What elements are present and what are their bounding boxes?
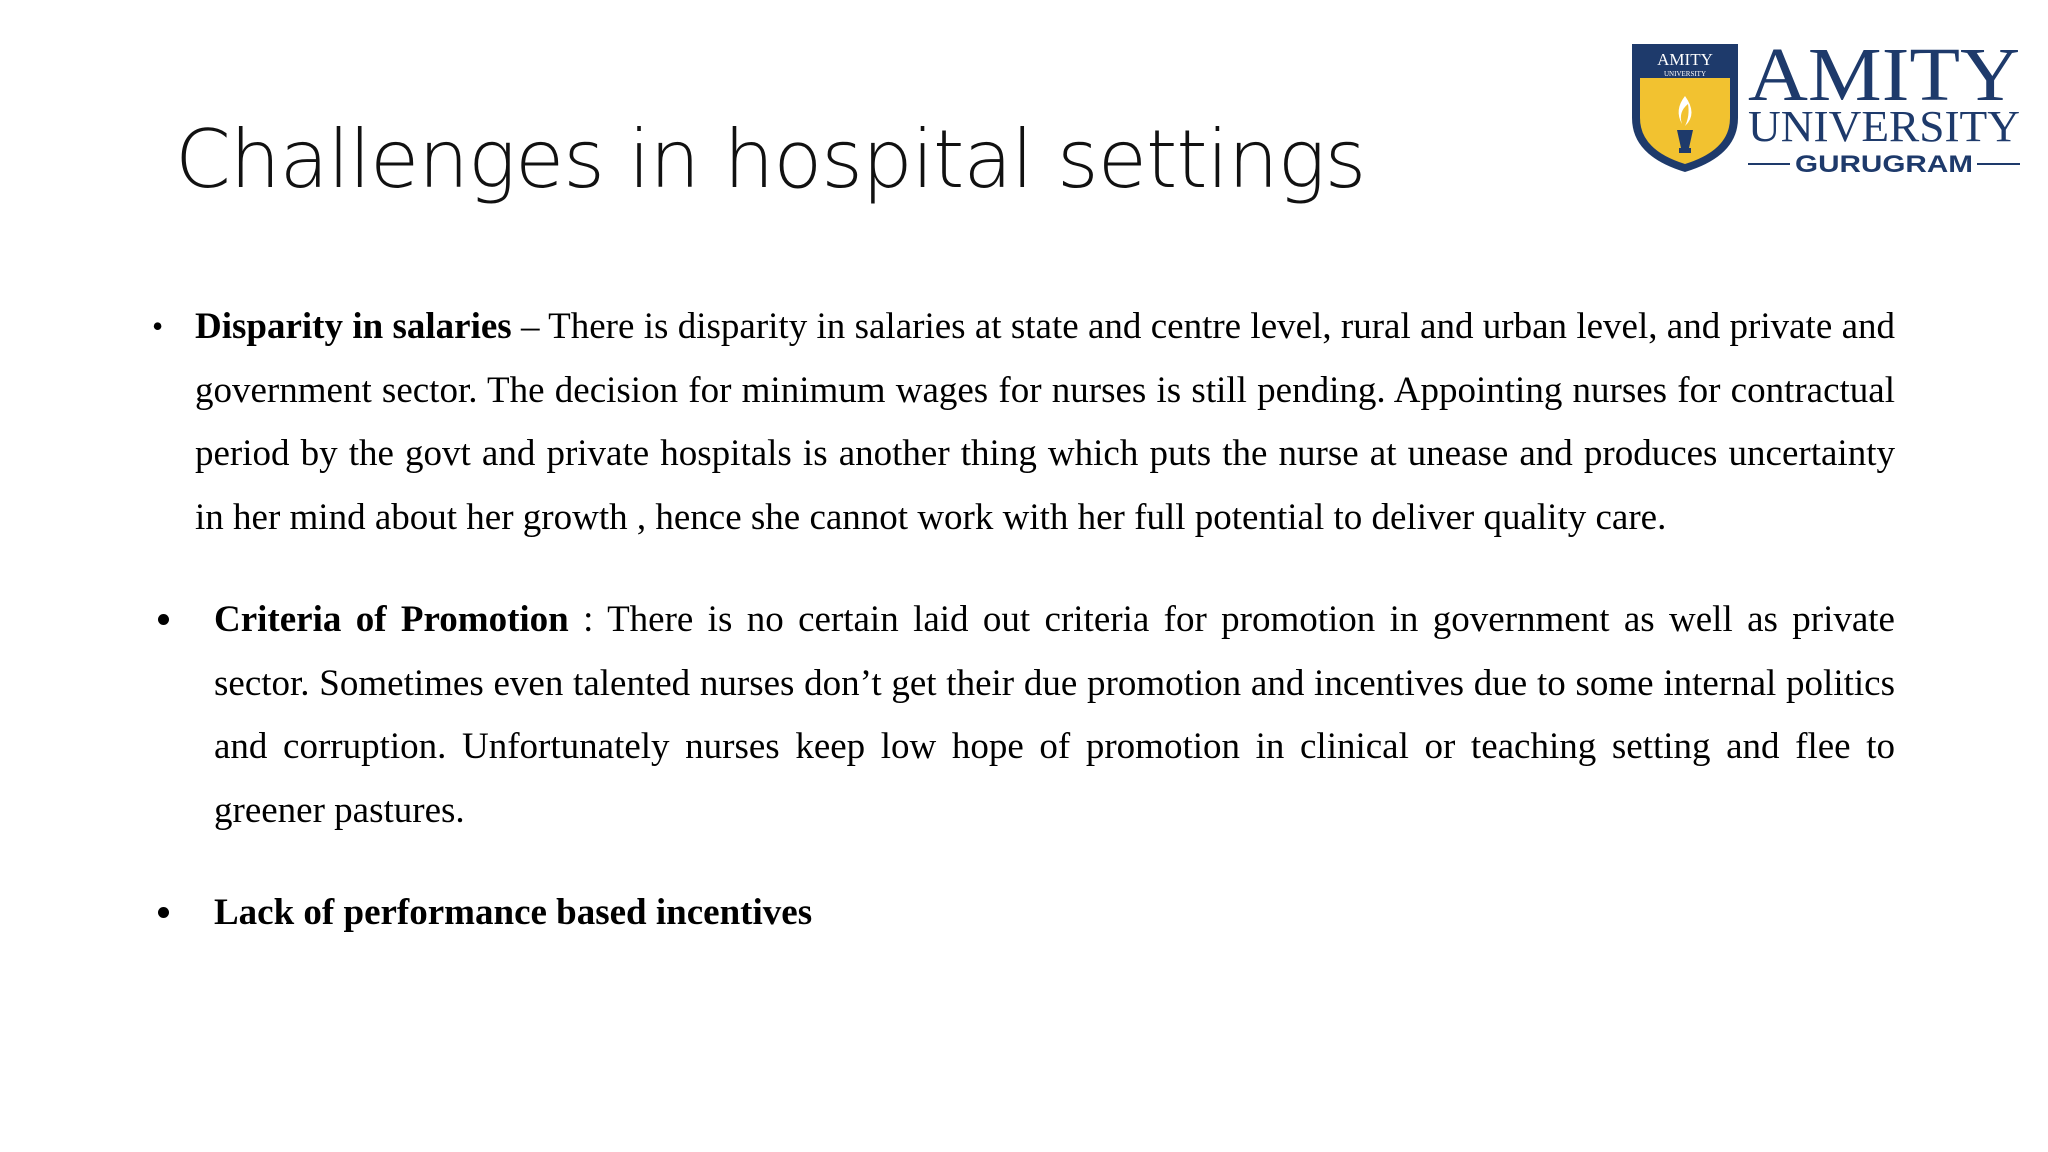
bullet-heading: Disparity in salaries bbox=[195, 306, 512, 347]
bullet-marker bbox=[158, 907, 169, 918]
logo-name-line1: AMITY bbox=[1748, 38, 2020, 117]
bullet-heading: Criteria of Promotion bbox=[214, 599, 569, 640]
logo-campus: GURUGRAM bbox=[1795, 151, 1973, 178]
bullet-marker: • bbox=[152, 308, 164, 344]
bullet-performance-incentives bbox=[150, 881, 1895, 945]
bullet-criteria-of-promotion bbox=[150, 588, 1895, 842]
bullet-heading: Lack of performance based incentives bbox=[214, 892, 813, 933]
logo-shield-title: AMITY bbox=[1657, 50, 1713, 69]
amity-university-logo bbox=[1630, 38, 2025, 178]
logo-name-line2: UNIVERSITY bbox=[1748, 102, 2020, 151]
slide-title: Challenges in hospital settings bbox=[175, 113, 1366, 206]
bullet-disparity-in-salaries bbox=[150, 295, 1895, 549]
bullet-list bbox=[150, 295, 1895, 945]
bullet-body: : There is no certain laid out criteria for promotion in government as well as private sector. Sometimes even talented nurses don’t get their due promotion and incentives due to some internal politics and corruption. Unfortunately nurses keep low hope of promotion in clinical or teaching setting and flee to greener pastures. bbox=[214, 599, 1895, 831]
logo-shield-subtitle: UNIVERSITY bbox=[1664, 70, 1706, 78]
bullet-body: – There is disparity in salaries at state and centre level, rural and urban level, and private and government sector. The decision for minimum wages for nurses is still pending. Appointing nurses for contractual period by the govt and private hospitals is another thing which puts the nurse at unease and produces uncertainty in her mind about her growth , hence she cannot work with her full potential to deliver quality care. bbox=[195, 306, 1895, 538]
bullet-marker bbox=[158, 614, 169, 625]
